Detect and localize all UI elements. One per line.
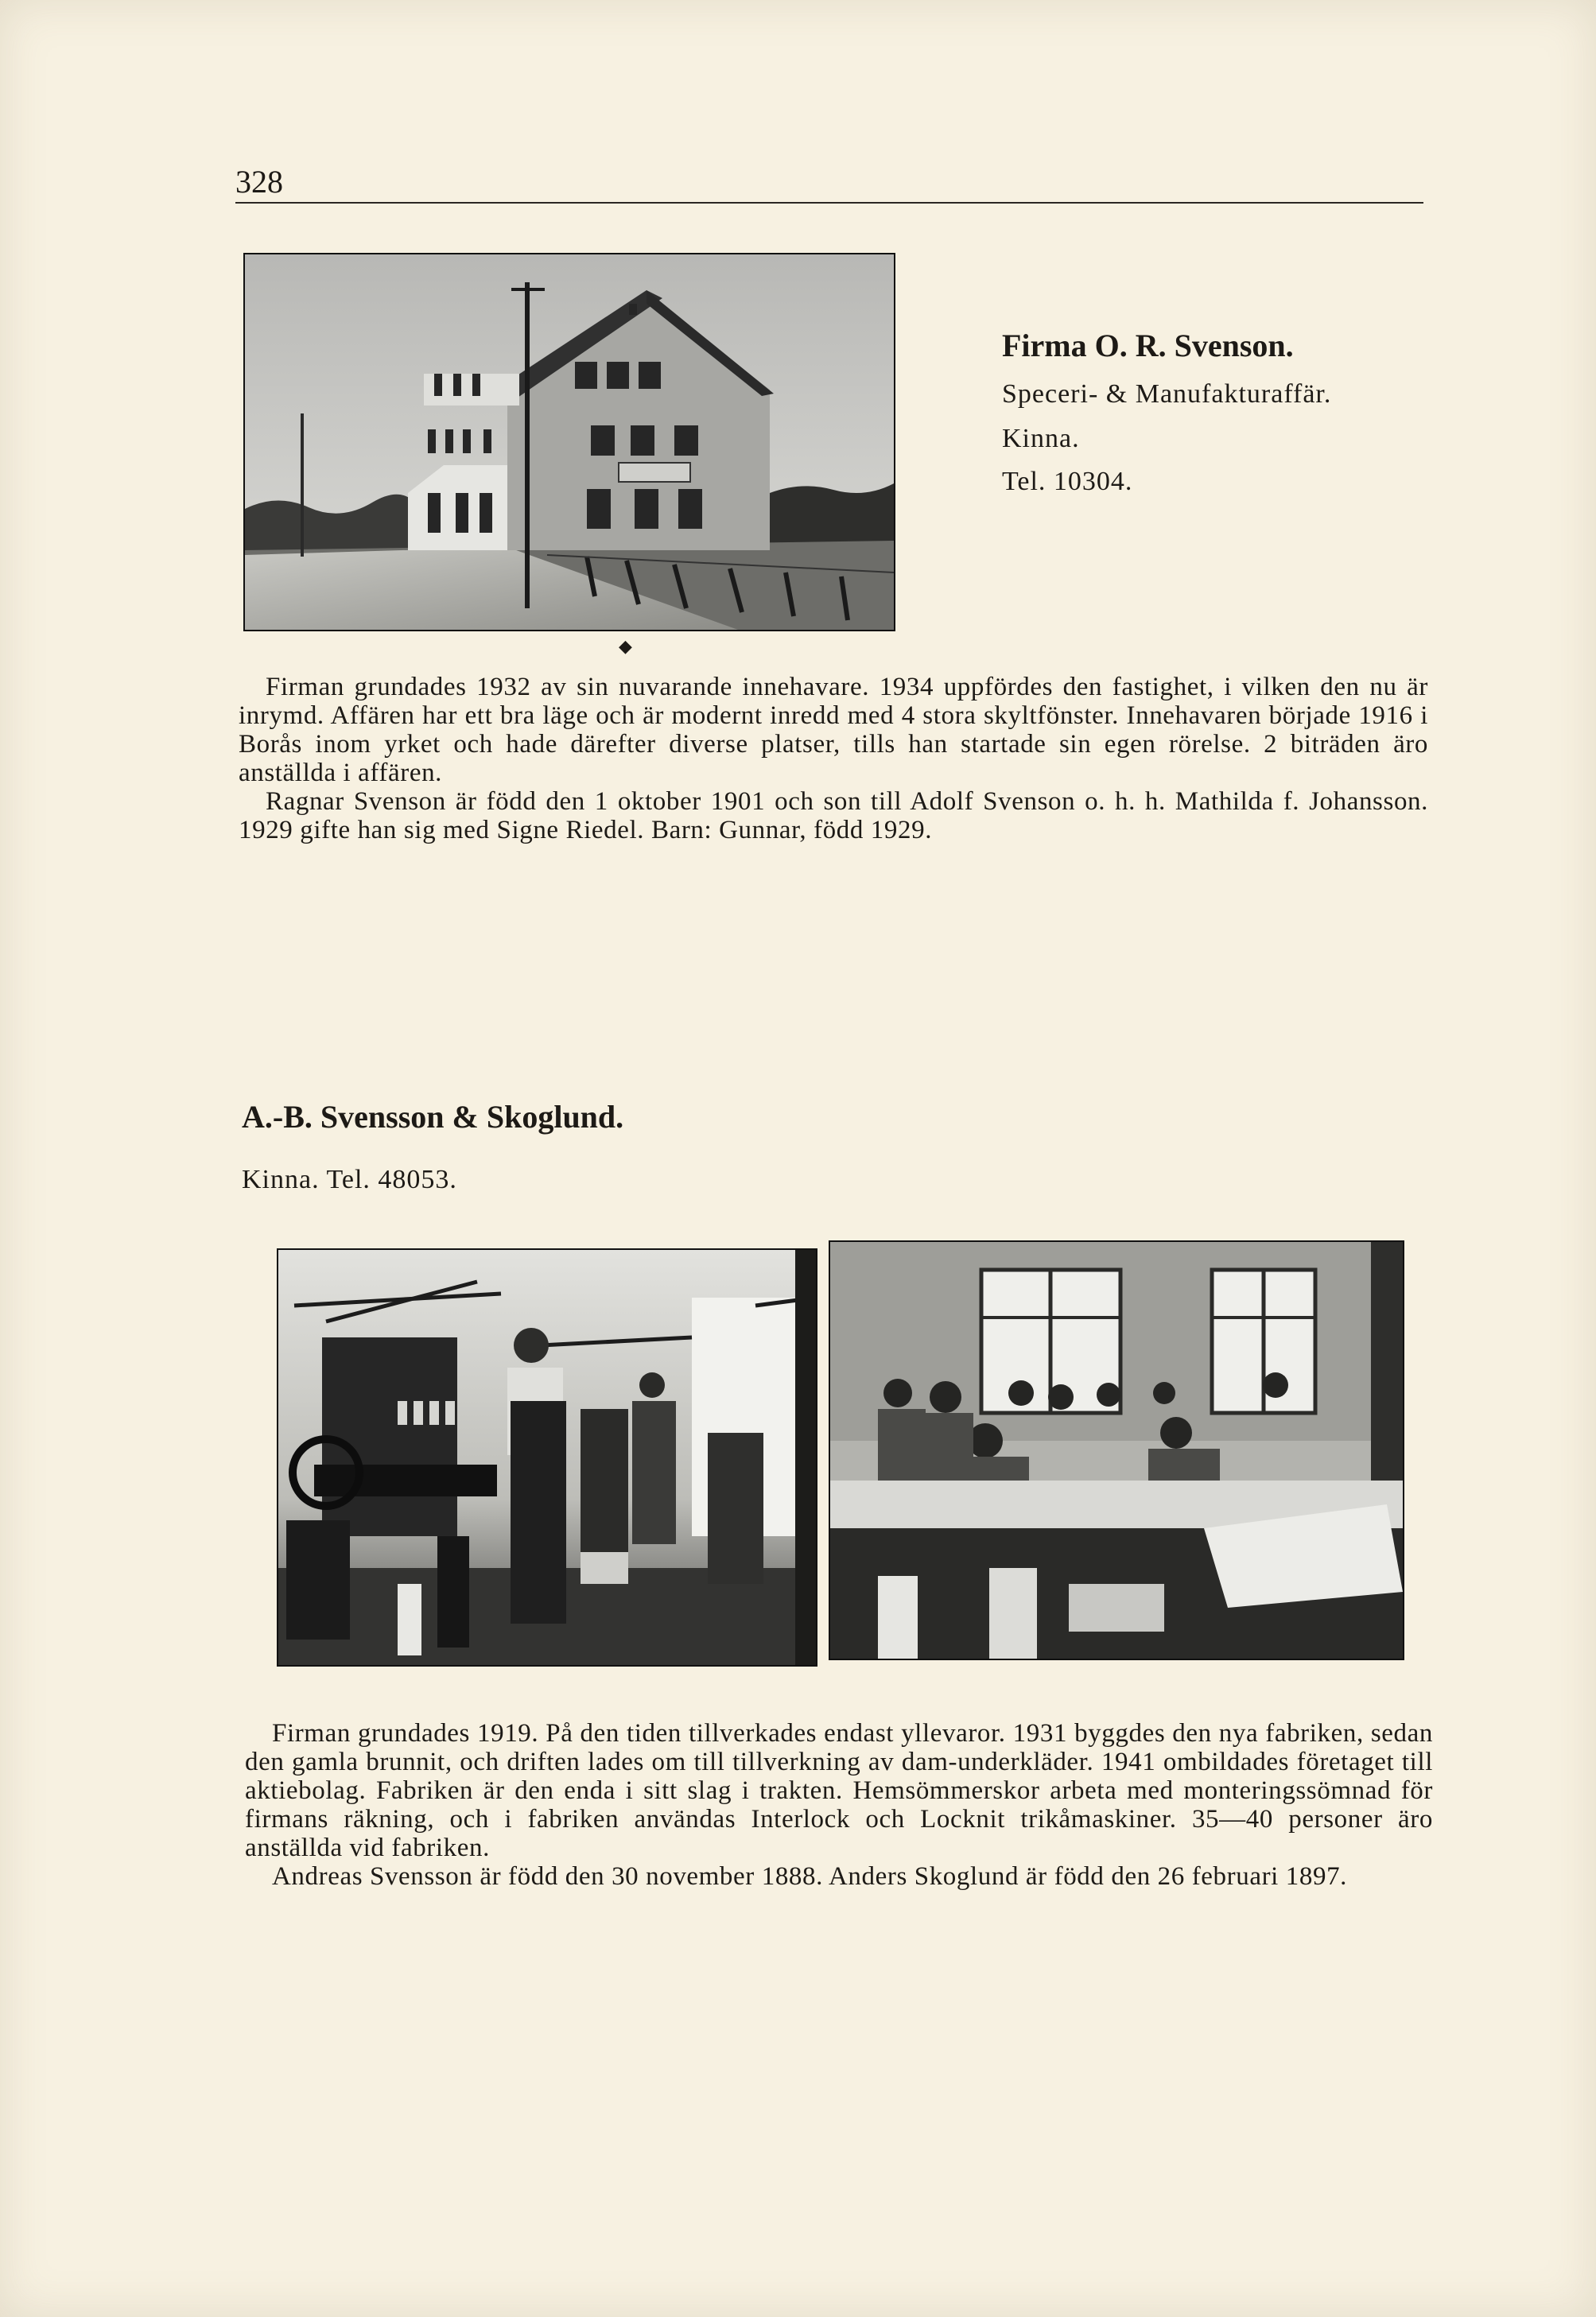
section1-phone: Tel. 10304. <box>1002 467 1133 496</box>
page-number: 328 <box>235 164 283 200</box>
ornament-mark: ◆ <box>619 636 632 656</box>
section1-title: Firma O. R. Svenson. <box>1002 328 1294 363</box>
section1-body <box>239 673 1428 844</box>
knitting-machines-photo <box>277 1248 817 1667</box>
section1-paragraph: Ragnar Svenson är född den 1 oktober 1901 och son till Adolf Svenson o. h. h. Mathilda f. Johansson. 1929 gifte han sig med Signe Riedel. Barn: Gunnar, född 1929. <box>239 787 1428 844</box>
seamstresses-photo <box>829 1240 1404 1660</box>
section1-business-type: Speceri- & Manufakturaffär. <box>1002 379 1332 409</box>
section2-paragraph: Firman grundades 1919. På den tiden tillverkades endast yllevaror. 1931 byggdes den nya fabriken, sedan den gamla brunnit, och driften lades om till tillverkning av dam-underkläder. 1941 ombildades företaget till aktiebolag. Fabriken är den enda i sitt slag i trakten. Hemsömmerskor arbeta med monteringssömnad för firmans räkning, och i fabriken användas Interlock och Locknit trikåmaskiner. 35—40 personer äro anställda vid fabriken. <box>245 1719 1433 1862</box>
shop-building-photo <box>243 253 895 631</box>
section2-place-phone: Kinna. Tel. 48053. <box>242 1165 457 1194</box>
section2-body <box>245 1719 1433 1891</box>
section2-paragraph: Andreas Svensson är född den 30 november 1888. Anders Skoglund är född den 26 februari 1897. <box>272 1862 1348 1891</box>
section1-place: Kinna. <box>1002 424 1080 453</box>
section1-paragraph: Firman grundades 1932 av sin nuvarande innehavare. 1934 uppfördes den fastighet, i vilken den nu är inrymd. Affären har ett bra läge och är modernt inredd med 4 stora skyltfönster. Innehavaren började 1916 i Borås inom yrket och hade därefter diverse platser, tills han startade sin egen rörelse. 2 biträden äro anställda i affären. <box>239 673 1428 787</box>
header-rule <box>235 202 1423 204</box>
section2-title: A.-B. Svensson & Skoglund. <box>242 1099 624 1135</box>
